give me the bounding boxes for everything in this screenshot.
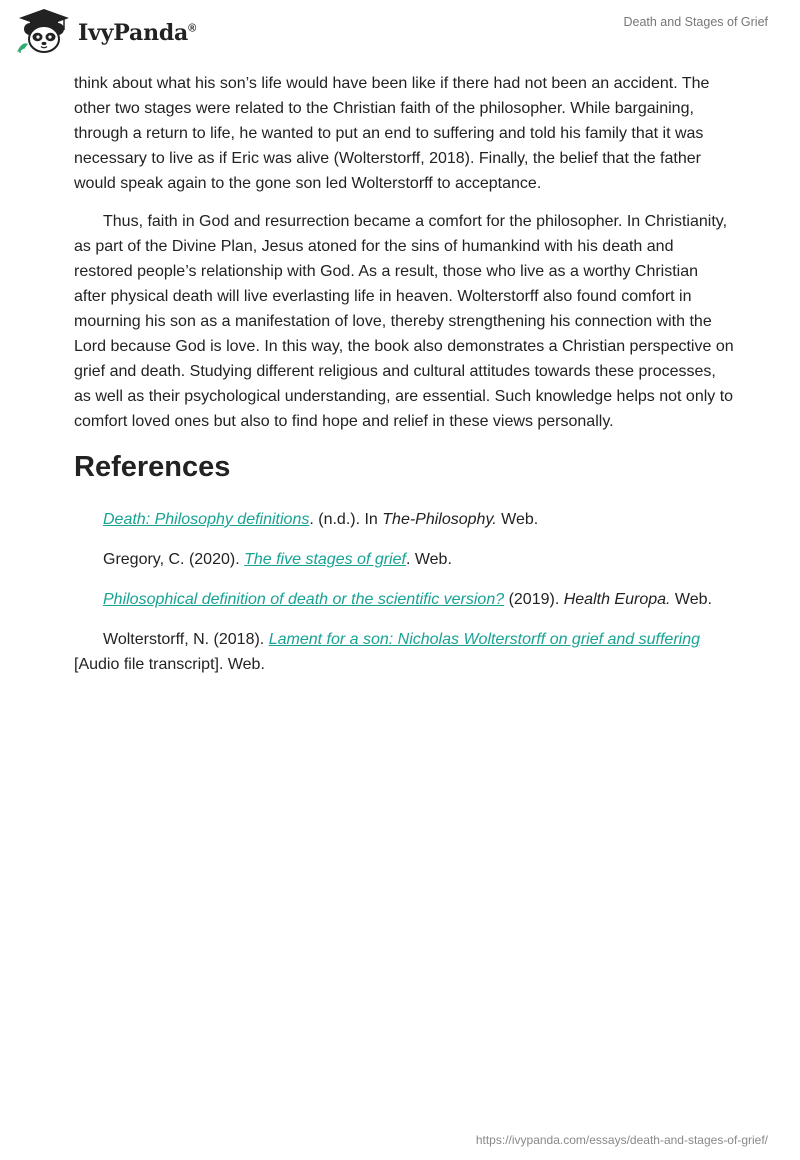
reference-item [74, 627, 734, 677]
reference-link[interactable]: Philosophical definition of death or the scientific version? [103, 591, 505, 608]
reference-item [74, 587, 734, 612]
reference-link[interactable]: Lament for a son: Nicholas Wolterstorff on grief and suffering [268, 631, 701, 648]
references-heading: References [74, 451, 231, 483]
reference-link[interactable]: The five stages of grief [244, 551, 406, 568]
ivypanda-logo[interactable] [14, 8, 196, 54]
body-paragraph: think about what his son’s life would have been like if there had not been an accident. The other two stages were related to the Christian faith of the philosopher. While bargaining, through a return to life, he wanted to put an end to suffering and told his family that it was necessary to live as if Eric was alive (Wolterstorff, 2018). Finally, the belief that the father would speak again to the gone son led Wolterstorff to acceptance. [74, 75, 710, 192]
document-title: Death and Stages of Grief [623, 15, 768, 29]
essay-content [74, 71, 734, 692]
reference-source: The-Philosophy. [382, 511, 497, 528]
body-paragraph: Thus, faith in God and resurrection became a comfort for the philosopher. In Christianity, as part of the Divine Plan, Jesus atoned for the sins of humankind with his death and restored people’s relationship with God. As a result, those who live as a worthy Christian after physical death will live everlasting life in heaven. Wolterstorff also found comfort in mourning his son as a manifestation of love, thereby strengthening his connection with the Lord because God is love. In this way, the book also demonstrates a Christian perspective on grief and death. Studying different religious and cultural attitudes towards these processes, as well as their psychological understanding, are essential. Such knowledge helps not only to comfort loved ones but also to find hope and relief in these views personally. [74, 213, 734, 430]
reference-link[interactable]: Death: Philosophy definitions [103, 511, 310, 528]
reference-item [74, 507, 734, 532]
registered-mark: ® [188, 22, 197, 35]
panda-icon [14, 8, 74, 54]
reference-text: Gregory, C. (2020). [103, 551, 245, 568]
brand-name: IvyPanda® [78, 20, 197, 46]
page-url[interactable]: https://ivypanda.com/essays/death-and-stages-of-grief/ [475, 1133, 768, 1147]
reference-text: Web. [670, 591, 712, 608]
reference-text: . (n.d.). In [309, 511, 383, 528]
reference-text: . Web. [405, 551, 452, 568]
reference-text: (2019). [504, 591, 564, 608]
reference-text: Web. [496, 511, 539, 528]
reference-item [74, 547, 734, 572]
reference-text: Wolterstorff, N. (2018). [103, 631, 269, 648]
page-header [0, 0, 800, 70]
reference-text: [Audio file transcript]. Web. [74, 656, 265, 673]
reference-source: Health Europa. [563, 591, 671, 608]
